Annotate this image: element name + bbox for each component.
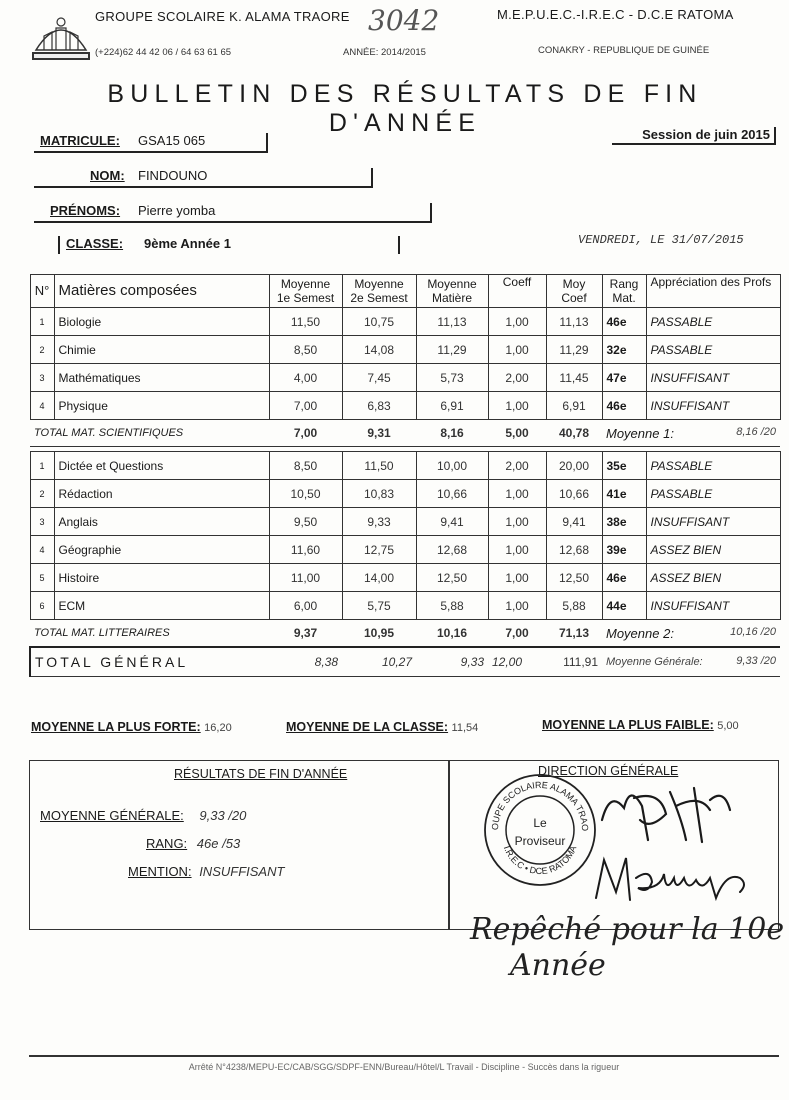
row-moycoef: 9,41 — [546, 508, 602, 536]
row-number: 3 — [30, 508, 54, 536]
results-title: RÉSULTATS DE FIN D'ANNÉE — [174, 767, 348, 781]
total-general-label: TOTAL GÉNÉRAL — [30, 647, 269, 677]
row-subject: Histoire — [54, 564, 269, 592]
row-rang: 35e — [602, 452, 646, 480]
col-num: N° — [30, 275, 54, 308]
table-row — [30, 508, 780, 536]
row-moy2: 7,45 — [342, 364, 416, 392]
result-mention — [128, 864, 284, 879]
row-moym: 9,41 — [416, 508, 488, 536]
stamp-top-text: OUPE SCOLAIRE ALAMA TRAO — [489, 779, 591, 832]
row-moycoef: 6,91 — [546, 392, 602, 420]
table-row — [30, 308, 780, 336]
row-moy1: 9,50 — [269, 508, 342, 536]
col-moy2: Moyenne 2e Semest — [342, 275, 416, 308]
classe-value: 9ème Année 1 — [144, 236, 231, 251]
row-coeff: 1,00 — [488, 308, 546, 336]
row-moy1: 4,00 — [269, 364, 342, 392]
row-moycoef: 12,68 — [546, 536, 602, 564]
stat-classe-value: 11,54 — [451, 722, 479, 734]
row-moy2: 9,33 — [342, 508, 416, 536]
table-row — [30, 480, 780, 508]
row-number: 6 — [30, 592, 54, 620]
general-moyenne — [602, 647, 780, 677]
direction-title: DIRECTION GÉNÉRALE — [538, 764, 679, 778]
result-moyenne — [40, 808, 246, 823]
result-mention-label: MENTION: — [128, 864, 192, 879]
moyenne-1-label: Moyenne 1: — [606, 425, 674, 441]
matricule-value: GSA15 065 — [138, 133, 206, 148]
table-row — [30, 564, 780, 592]
director-signature — [590, 848, 760, 912]
stat-classe — [286, 720, 478, 734]
row-moym: 5,73 — [416, 364, 488, 392]
result-moyenne-value: 9,33 /20 — [199, 808, 247, 823]
table-row — [30, 392, 780, 420]
row-subject: ECM — [54, 592, 269, 620]
date: VENDREDI, LE 31/07/2015 — [578, 233, 744, 247]
total-moyenne — [602, 420, 780, 447]
row-coeff: 1,00 — [488, 592, 546, 620]
row-moy2: 5,75 — [342, 592, 416, 620]
handwritten-note-line2: Année — [510, 948, 606, 983]
col-matiere: Matières composées — [54, 275, 269, 308]
row-subject: Physique — [54, 392, 269, 420]
stat-faible-label: MOYENNE LA PLUS FAIBLE: — [542, 718, 714, 732]
nom-label: NOM: — [90, 168, 125, 183]
general-coeff: 12,00 — [488, 647, 546, 677]
total-scientifiques-row — [30, 420, 780, 447]
table-header — [30, 275, 780, 308]
school-year: ANNÉE: 2014/2015 — [343, 47, 426, 58]
row-appreciation: INSUFFISANT — [646, 392, 780, 420]
row-number: 1 — [30, 308, 54, 336]
document-title: BULLETIN DES RÉSULTATS DE FIN D'ANNÉE — [107, 80, 703, 137]
row-moy1: 10,50 — [269, 480, 342, 508]
stat-faible — [542, 718, 739, 732]
table-row — [30, 536, 780, 564]
row-rang: 47e — [602, 364, 646, 392]
row-moy2: 14,08 — [342, 336, 416, 364]
row-moycoef: 10,66 — [546, 480, 602, 508]
row-moycoef: 5,88 — [546, 592, 602, 620]
col-moym: Moyenne Matière — [416, 275, 488, 308]
total-label: TOTAL MAT. LITTERAIRES — [30, 620, 269, 648]
result-mention-value: INSUFFISANT — [199, 864, 285, 879]
row-appreciation: INSUFFISANT — [646, 364, 780, 392]
row-rang: 46e — [602, 392, 646, 420]
director-initials-signature — [590, 780, 740, 850]
total-coeff: 7,00 — [488, 620, 546, 648]
row-appreciation: INSUFFISANT — [646, 592, 780, 620]
moyenne-2-label: Moyenne 2: — [606, 625, 674, 641]
ministry: M.E.P.U.E.C.-I.R.E.C - D.C.E RATOMA — [497, 7, 734, 22]
total-label: TOTAL MAT. SCIENTIFIQUES — [30, 420, 269, 447]
general-moy2: 10,27 — [342, 647, 416, 677]
result-rang-value: 46e /53 — [196, 836, 241, 851]
session: Session de juin 2015 — [612, 127, 776, 145]
stat-classe-label: MOYENNE DE LA CLASSE: — [286, 720, 449, 734]
col-moy1: Moyenne 1e Semest — [269, 275, 342, 308]
row-number: 4 — [30, 392, 54, 420]
stamp-center-2: Proviseur — [514, 834, 566, 848]
row-rang: 32e — [602, 336, 646, 364]
stat-forte — [31, 720, 232, 734]
total-general-row — [30, 647, 780, 677]
footer-rule — [29, 1055, 779, 1057]
table-row — [30, 336, 780, 364]
row-coeff: 1,00 — [488, 480, 546, 508]
prenoms-field — [34, 203, 432, 223]
row-moy1: 6,00 — [269, 592, 342, 620]
row-subject: Chimie — [54, 336, 269, 364]
result-moyenne-label: MOYENNE GÉNÉRALE: — [40, 808, 184, 823]
row-moy2: 10,83 — [342, 480, 416, 508]
total-moycoef: 71,13 — [546, 620, 602, 648]
row-moy2: 6,83 — [342, 392, 416, 420]
result-rang — [146, 836, 240, 851]
total-litteraires-row — [30, 620, 780, 648]
total-moy1: 7,00 — [269, 420, 342, 447]
row-rang: 38e — [602, 508, 646, 536]
handwritten-note — [470, 912, 784, 984]
row-subject: Géographie — [54, 536, 269, 564]
row-number: 5 — [30, 564, 54, 592]
row-appreciation: PASSABLE — [646, 452, 780, 480]
total-moycoef: 40,78 — [546, 420, 602, 447]
row-number: 2 — [30, 336, 54, 364]
row-coeff: 1,00 — [488, 564, 546, 592]
row-rang: 41e — [602, 480, 646, 508]
stat-forte-value: 16,20 — [204, 722, 232, 734]
row-coeff: 1,00 — [488, 536, 546, 564]
row-rang: 46e — [602, 564, 646, 592]
row-appreciation: ASSEZ BIEN — [646, 564, 780, 592]
row-number: 2 — [30, 480, 54, 508]
moyenne-generale-value: 9,33 /20 — [736, 655, 776, 667]
stat-forte-label: MOYENNE LA PLUS FORTE: — [31, 720, 201, 734]
total-moy2: 10,95 — [342, 620, 416, 648]
total-moy1: 9,37 — [269, 620, 342, 648]
row-subject: Rédaction — [54, 480, 269, 508]
row-coeff: 1,00 — [488, 508, 546, 536]
classe-field — [58, 236, 400, 254]
grades-table — [29, 274, 781, 677]
moyenne-generale-label: Moyenne Générale: — [606, 656, 703, 668]
col-appreciation: Appréciation des Profs — [646, 275, 780, 308]
row-coeff: 2,00 — [488, 452, 546, 480]
school-name: GROUPE SCOLAIRE K. ALAMA TRAORE — [95, 9, 350, 24]
row-number: 1 — [30, 452, 54, 480]
row-appreciation: PASSABLE — [646, 336, 780, 364]
school-logo — [30, 10, 92, 66]
row-moym: 10,66 — [416, 480, 488, 508]
matricule-field — [34, 133, 268, 153]
row-moym: 6,91 — [416, 392, 488, 420]
row-moy1: 11,60 — [269, 536, 342, 564]
row-moy1: 8,50 — [269, 452, 342, 480]
svg-text:I.R.E.C • DCE RATOMA — [502, 844, 579, 876]
row-appreciation: INSUFFISANT — [646, 508, 780, 536]
row-coeff: 1,00 — [488, 336, 546, 364]
total-moy2: 9,31 — [342, 420, 416, 447]
row-rang: 39e — [602, 536, 646, 564]
matricule-label: MATRICULE: — [40, 133, 120, 148]
total-moyenne — [602, 620, 780, 648]
row-appreciation: ASSEZ BIEN — [646, 536, 780, 564]
school-phone: (+224)62 44 42 06 / 64 63 61 65 — [95, 47, 232, 58]
row-appreciation: PASSABLE — [646, 480, 780, 508]
total-moym: 8,16 — [416, 420, 488, 447]
result-rang-label: RANG: — [146, 836, 188, 851]
total-moym: 10,16 — [416, 620, 488, 648]
total-coeff: 5,00 — [488, 420, 546, 447]
handwritten-note-line1: Repêché pour la 10e — [470, 912, 785, 947]
classe-label: CLASSE: — [66, 236, 124, 251]
table-row — [30, 364, 780, 392]
stat-faible-value: 5,00 — [717, 720, 739, 732]
row-subject: Anglais — [54, 508, 269, 536]
results-divider — [448, 760, 450, 930]
nom-field — [34, 168, 373, 188]
row-moy1: 8,50 — [269, 336, 342, 364]
row-moycoef: 11,13 — [546, 308, 602, 336]
row-subject: Biologie — [54, 308, 269, 336]
row-moy2: 12,75 — [342, 536, 416, 564]
table-row — [30, 592, 780, 620]
row-moy2: 11,50 — [342, 452, 416, 480]
table-row — [30, 452, 780, 480]
row-number: 4 — [30, 536, 54, 564]
row-moycoef: 11,29 — [546, 336, 602, 364]
row-moy1: 11,50 — [269, 308, 342, 336]
row-moycoef: 20,00 — [546, 452, 602, 480]
row-subject: Mathématiques — [54, 364, 269, 392]
location: CONAKRY - REPUBLIQUE DE GUINÉE — [538, 45, 710, 56]
general-moym: 9,33 — [416, 647, 488, 677]
row-moy1: 11,00 — [269, 564, 342, 592]
moyenne-1-value: 8,16 /20 — [736, 426, 776, 438]
general-moycoef: 111,91 — [546, 647, 602, 677]
prenoms-value: Pierre yomba — [138, 203, 216, 218]
row-moy2: 10,75 — [342, 308, 416, 336]
row-coeff: 1,00 — [488, 392, 546, 420]
row-moycoef: 11,45 — [546, 364, 602, 392]
general-moy1: 8,38 — [269, 647, 342, 677]
row-rang: 44e — [602, 592, 646, 620]
row-moym: 12,68 — [416, 536, 488, 564]
row-moym: 11,13 — [416, 308, 488, 336]
moyenne-2-value: 10,16 /20 — [730, 626, 776, 638]
row-subject: Dictée et Questions — [54, 452, 269, 480]
col-moycoef: Moy Coef — [546, 275, 602, 308]
row-number: 3 — [30, 364, 54, 392]
row-moym: 10,00 — [416, 452, 488, 480]
school-stamp — [480, 770, 600, 890]
stamp-bottom-text: I.R.E.C • DCE RATOMA — [501, 844, 579, 877]
row-coeff: 2,00 — [488, 364, 546, 392]
row-appreciation: PASSABLE — [646, 308, 780, 336]
handwritten-number: 3042 — [368, 4, 440, 37]
row-moy1: 7,00 — [269, 392, 342, 420]
row-moycoef: 12,50 — [546, 564, 602, 592]
stamp-center-1: Le — [533, 816, 547, 830]
prenoms-label: PRÉNOMS: — [50, 203, 121, 218]
row-moym: 12,50 — [416, 564, 488, 592]
nom-value: FINDOUNO — [138, 168, 208, 183]
row-moym: 5,88 — [416, 592, 488, 620]
footer-text: Arrêté N°4238/MEPU-EC/CAB/SGG/SDPF-ENN/Bureau/Hôtel/L Travail - Discipline - Succès dans la rigueur — [188, 1062, 620, 1072]
col-rang: Rang Mat. — [602, 275, 646, 308]
row-rang: 46e — [602, 308, 646, 336]
row-moym: 11,29 — [416, 336, 488, 364]
row-moy2: 14,00 — [342, 564, 416, 592]
col-coeff: Coeff — [488, 275, 546, 308]
